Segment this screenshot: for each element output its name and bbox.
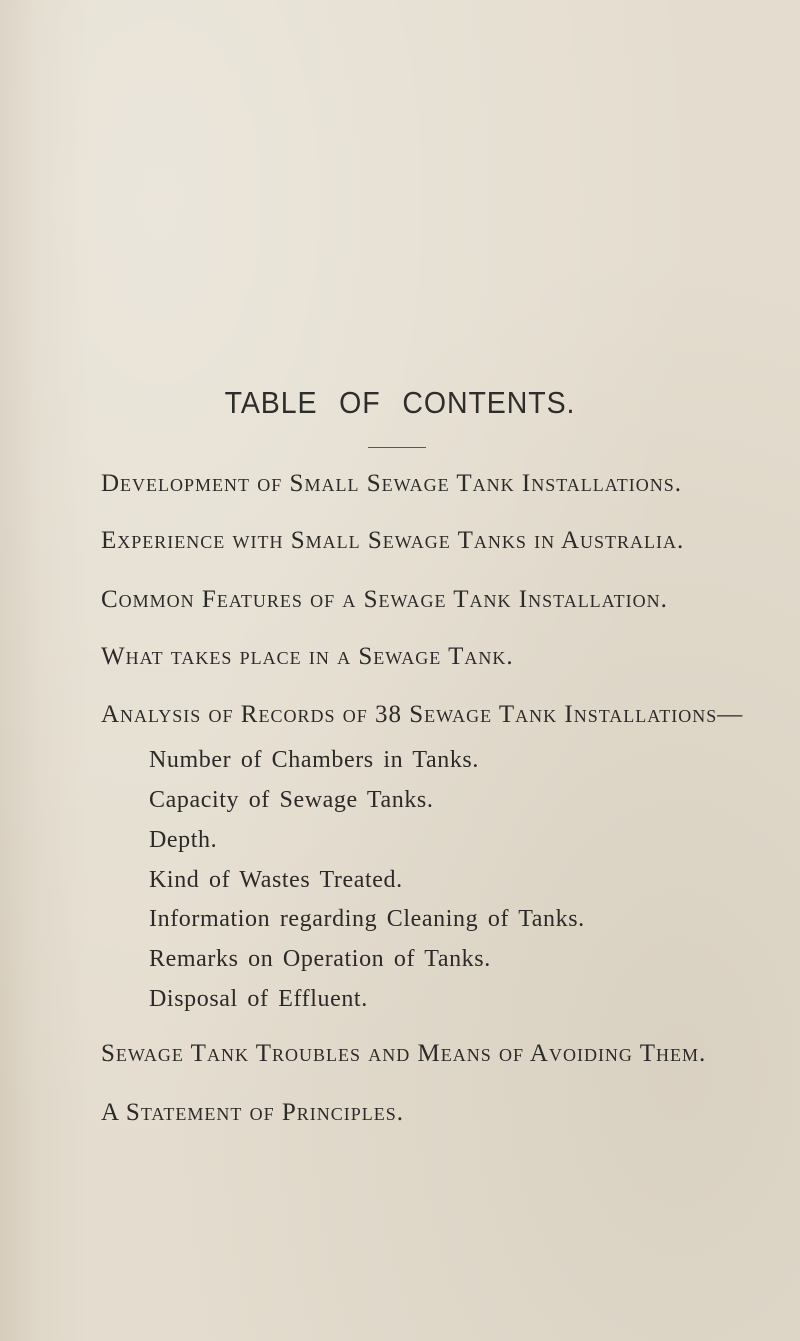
- toc-sub-entry: Disposal of Effluent.: [149, 986, 368, 1012]
- page-title: TABLE OF CONTENTS.: [224, 385, 576, 420]
- toc-entry: Sewage Tank Troubles and Means of Avoiding Them.: [101, 1040, 707, 1067]
- toc-sub-entry: Information regarding Cleaning of Tanks.: [149, 906, 585, 932]
- toc-entry: A Statement of Principles.: [101, 1099, 405, 1126]
- toc-sub-entry: Remarks on Operation of Tanks.: [149, 946, 491, 972]
- toc-entry: Development of Small Sewage Tank Installations.: [101, 470, 683, 497]
- toc-entry: What takes place in a Sewage Tank.: [101, 643, 514, 670]
- toc-entry: Analysis of Records of 38 Sewage Tank Installations—: [101, 701, 744, 728]
- toc-sub-entry: Number of Chambers in Tanks.: [149, 747, 479, 773]
- toc-entry: Common Features of a Sewage Tank Installation.: [101, 586, 668, 613]
- toc-sub-entry: Kind of Wastes Treated.: [149, 867, 403, 893]
- toc-sub-entry: Capacity of Sewage Tanks.: [149, 787, 434, 813]
- title-rule: [368, 447, 426, 448]
- toc-entry: Experience with Small Sewage Tanks in Australia.: [101, 527, 685, 554]
- toc-sub-entry: Depth.: [149, 827, 218, 853]
